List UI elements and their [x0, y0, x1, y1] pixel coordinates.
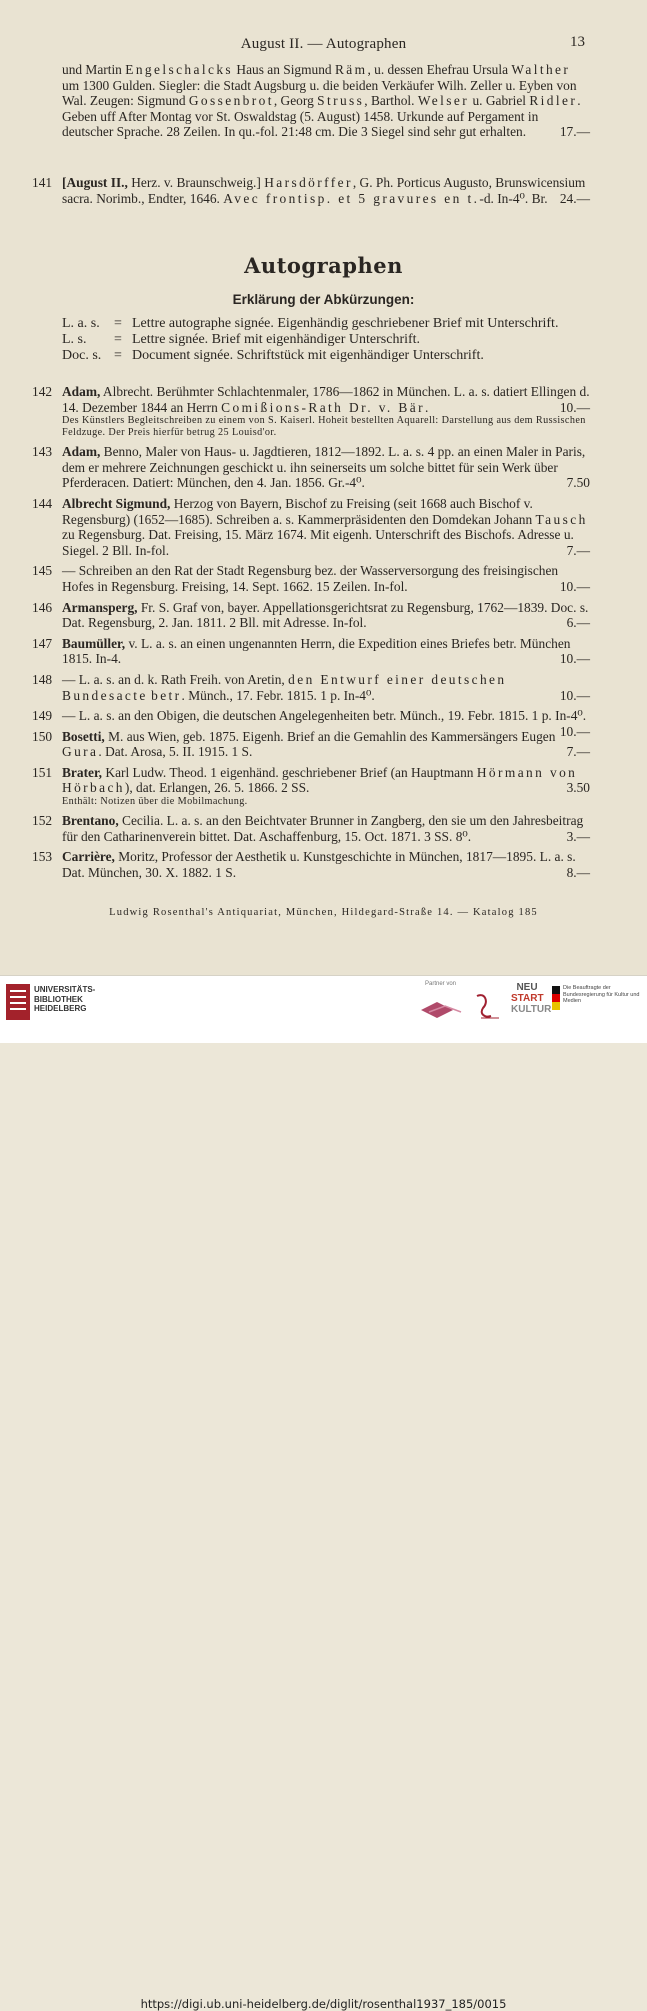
entry-head: Adam, [62, 444, 101, 460]
abbreviation-definition: Lettre autographe signée. Eigenhändig geschriebener Brief mit Unterschrift. [132, 316, 559, 331]
entry-number: 153 [32, 849, 53, 865]
spaced-text: Engelschalcks [125, 62, 234, 77]
entry-head: Brater, [62, 764, 103, 780]
price: 3.— [566, 828, 590, 844]
catalog-entry [32, 563, 590, 594]
page-number: 13 [570, 34, 585, 50]
entry-number: 142 [32, 384, 53, 399]
entry-head: Baumüller, [62, 635, 126, 651]
spaced-text: betr [151, 687, 182, 703]
text-run: — Schreiben an den Rat der Stadt Regensburg bez. der Wasserversorgung des freisingischen Hofes in Regensburg. Freising, 14. Sept. 1662. 15 Zeilen. In-fol. [62, 563, 559, 594]
section-title: Autographen [244, 253, 403, 278]
neustart-line: KULTUR [511, 1004, 552, 1015]
abbreviation-key: L. a. s. [62, 316, 100, 331]
entry-number: 145 [32, 563, 53, 579]
entries-list [32, 384, 590, 885]
entry-head: [August II., [62, 175, 128, 190]
spaced-text: den Entwurf einer deutschen Bundesacte [62, 671, 507, 703]
library-name[interactable] [34, 985, 95, 1014]
entry-number: 146 [32, 599, 53, 615]
entry-number: 152 [32, 813, 53, 829]
text-run: Benno, Maler von Haus- u. Jagdtieren, 1812—1892. L. a. s. 4 pp. an einen Maler in Paris, dem er mehrere Zeichnungen geschickt u. ihn seinerseits um solche bittet für sein Werk über Pferderacen. Datiert: München, den 4. Jan. 1856. Gr.-4⁰. [62, 444, 586, 491]
spaced-text: Walther [511, 62, 571, 77]
text-run: Herz. v. Braunschweig.] [127, 175, 265, 190]
entry-head: Adam, [62, 384, 101, 399]
entry-parts [62, 175, 585, 206]
entry-head: Brentano, [62, 813, 119, 829]
abbreviation-key: Doc. s. [62, 348, 102, 363]
entry-number: 144 [32, 495, 53, 511]
abbreviation-equals: = [114, 316, 122, 331]
spaced-text: Avec frontisp. et 5 gravures en t. [223, 190, 480, 206]
text-run: und Martin [62, 62, 126, 77]
text-run: um 1300 Gulden. Siegler: die Stadt Augsburg u. die beiden Verkäufer Wilh. Zeller u. Eyben von Wal. Zeugen: Sigmund [62, 77, 577, 109]
text-run: Herzog von Bayern, Bischof zu Freising (seit 1668 auch Bischof v. Regensburg) (1652—1685). Schreiben a. s. Kammerpräsidenten den Domdekan Johann [62, 495, 536, 527]
entry-number: 149 [32, 708, 53, 724]
text-run: — L. a. s. an d. k. Rath Freih. von Aretin, [62, 671, 289, 687]
abbreviation-equals: = [114, 332, 122, 347]
text-run: Haus an Sigmund [233, 62, 335, 77]
partner-logos-icon[interactable] [415, 988, 511, 1024]
text-run: v. L. a. s. an einen ungenannten Herrn, die Expedition eines Briefes betr. München 1815. In-4. [62, 635, 571, 667]
price: 10.— [559, 723, 590, 739]
entry-number: 141 [32, 175, 53, 190]
price: 7.— [566, 542, 590, 558]
library-line: HEIDELBERG [34, 1004, 87, 1013]
section-subtitle: Erklärung der Abkürzungen: [232, 292, 415, 307]
price: 8.— [566, 864, 590, 880]
entry-head: Armansperg, [62, 599, 138, 615]
entry-note: Enthält: Notizen über die Mobilmachung. [62, 796, 248, 808]
entry-note: Des Künstlers Begleitschreiben zu einem von S. Kaiserl. Hoheit bestellten Aquarell: Darstellung aus dem Russischen Feldzuge. Der Preis hierfür betrug 25 Louisd'or. [62, 415, 586, 439]
abbreviation-list [62, 316, 590, 364]
price: 24.— [559, 190, 590, 206]
continuation-parts [62, 62, 581, 139]
text-run: , u. dessen Ehefrau [367, 62, 473, 77]
text-run: Fr. S. Graf von, bayer. Appellationsgerichtsrat zu Regensburg, 1762—1839. Doc. s. Dat. Regensburg, 2. Jan. 1811. 2 Bll. mit Adresse. In-fol. [62, 599, 589, 631]
neustart-line: NEU [516, 982, 538, 993]
catalog-entry [32, 384, 590, 439]
entry-head: Bosetti, [62, 728, 105, 744]
text-run: , G. Ph. Porticus Augusto, Brunswicensium sacra. Norimb., Endter, 1646. [62, 175, 586, 206]
text-run: -d. In-4⁰. Br. [479, 190, 548, 206]
library-line: UNIVERSITÄTS- [34, 985, 96, 994]
catalog-entry [32, 849, 590, 880]
entry-number: 151 [32, 764, 53, 780]
abbreviation-equals: = [114, 348, 122, 363]
entry-head: Albrecht Sigmund, [62, 495, 171, 511]
spaced-text: Gura [62, 744, 99, 760]
catalog-entry [32, 495, 590, 558]
bkm-label[interactable]: Die Beauftragte der Bundesregierung für Kultur und Medien [563, 985, 640, 1004]
spaced-text: Harsdörffer [264, 175, 353, 190]
text-run: Albrecht. Berühmter Schlachtenmaler, 1786—1862 in München. L. a. s. datiert Ellingen d. 14. Dezember 1844 an Herrn [62, 384, 590, 415]
catalog-entry [32, 764, 590, 808]
catalog-entry [32, 671, 590, 703]
price: 10.— [559, 578, 590, 594]
spaced-text: Gossenbrot [188, 93, 274, 109]
price: 17.— [559, 124, 590, 140]
text-run: u. Gabriel [469, 93, 530, 109]
abbreviation-definition: Lettre signée. Brief mit eigenhändiger Unterschrift. [132, 332, 421, 347]
catalog-entry [32, 599, 590, 631]
federal-flag-icon [552, 986, 560, 1010]
text-run: Cecilia. L. a. s. an den Beichtvater Brunner in Zangberg, den sie um den Jahresbeitrag für den Catharinenverein bittet. Dat. Aschaffenburg, 15. Oct. 1871. 3 SS. 8⁰. [62, 813, 584, 844]
text-run: , Georg [273, 93, 318, 109]
price: 3.50 [566, 780, 590, 796]
catalog-entry [32, 444, 590, 491]
text-run: . Dat. Arosa, 5. II. 1915. 1 S. [98, 744, 253, 760]
text-run: zu Regensburg. Dat. Freising, 15. März 1674. Mit eigenh. Unterschrift des Bischofs. Adresse u. Siegel. 2 Bll. In-fol. [62, 527, 574, 558]
catalog-entry [32, 728, 590, 760]
catalog-footer: Ludwig Rosenthal's Antiquariat, München, Hildegard-Straße 14. — Katalog 185 [109, 907, 538, 918]
price: 6.— [566, 615, 590, 631]
spaced-text: Räm [334, 62, 368, 77]
text-run: . [424, 399, 429, 415]
text-run: Karl Ludw. Theod. 1 eigenhänd. geschriebener Brief (an Hauptmann [102, 764, 477, 780]
ub-heidelberg-logo-icon[interactable] [6, 984, 30, 1020]
price: 10.— [559, 399, 590, 415]
price: 10.— [559, 651, 590, 667]
entry-number: 148 [32, 671, 53, 687]
library-line: BIBLIOTHEK [34, 994, 83, 1004]
text-run: M. aus Wien, geb. 1875. Eigenh. Brief an die Gemahlin des Kammersängers Eugen [104, 728, 556, 744]
continuation-text [62, 62, 590, 140]
entry-number: 143 [32, 444, 53, 460]
abbreviation-row [62, 316, 590, 332]
entry-number: 147 [32, 635, 53, 651]
spaced-text: Hörmann von Hörbach [62, 764, 578, 796]
entry-141 [32, 175, 590, 206]
price: 7.— [566, 744, 590, 760]
abbreviation-definition: Document signée. Schriftstück mit eigenhändiger Unterschrift. [132, 348, 484, 363]
catalog-entry [32, 175, 590, 206]
price: 7.50 [566, 475, 590, 491]
catalog-entry [32, 813, 590, 844]
running-head: August II. — Autographen [240, 36, 407, 52]
entry-number: 150 [32, 728, 53, 744]
spaced-text: Tausch [535, 511, 588, 527]
abbreviation-row [62, 332, 590, 348]
viewer-banner [0, 975, 647, 2011]
scanned-page [0, 0, 647, 975]
text-run: — L. a. s. an den Obigen, die deutschen Angelegenheiten betr. Münch., 19. Febr. 1815. 1 p. In-4⁰. [62, 708, 587, 724]
page-url[interactable]: https://digi.ub.uni-heidelberg.de/diglit/rosenthal1937_185/0015 [140, 1997, 507, 2011]
spaced-text: Ridler [529, 93, 578, 109]
text-run: . Geben uff After Montag vor St. Oswaldstag (5. August) 1458. Urkunde auf Pergament in deutscher Sprache. 28 Zeilen. In qu.-fol. 21:48 cm. Die 3 Siegel sind sehr gut erhalten. [62, 93, 581, 140]
text-run: Moritz, Professor der Aesthetik u. Kunstgeschichte in München, 1817—1895. L. a. s. Dat. München, 30. X. 1882. 1 S. [62, 849, 576, 880]
text-run: . Münch., 17. Febr. 1815. 1 p. In-4⁰. [181, 687, 375, 703]
abbreviation-row [62, 348, 590, 364]
spaced-text: Struss [317, 93, 365, 109]
text-run: Ursula [472, 62, 512, 77]
price: 10.— [559, 687, 590, 703]
catalog-entry [32, 635, 590, 667]
text-run: , Barthol. [364, 93, 418, 109]
entry-head: Carrière, [62, 849, 115, 865]
neustart-kultur-logo[interactable] [511, 982, 552, 1015]
neustart-line: START [511, 993, 544, 1004]
partner-label: Partner von [425, 981, 457, 987]
spaced-text: Welser [417, 93, 470, 109]
abbreviation-key: L. s. [62, 332, 87, 347]
continuation-block [62, 62, 590, 140]
spaced-text: Comißions-Rath Dr. v. Bär [221, 399, 425, 415]
text-run: ), dat. Erlangen, 26. 5. 1866. 2 SS. [124, 780, 310, 796]
